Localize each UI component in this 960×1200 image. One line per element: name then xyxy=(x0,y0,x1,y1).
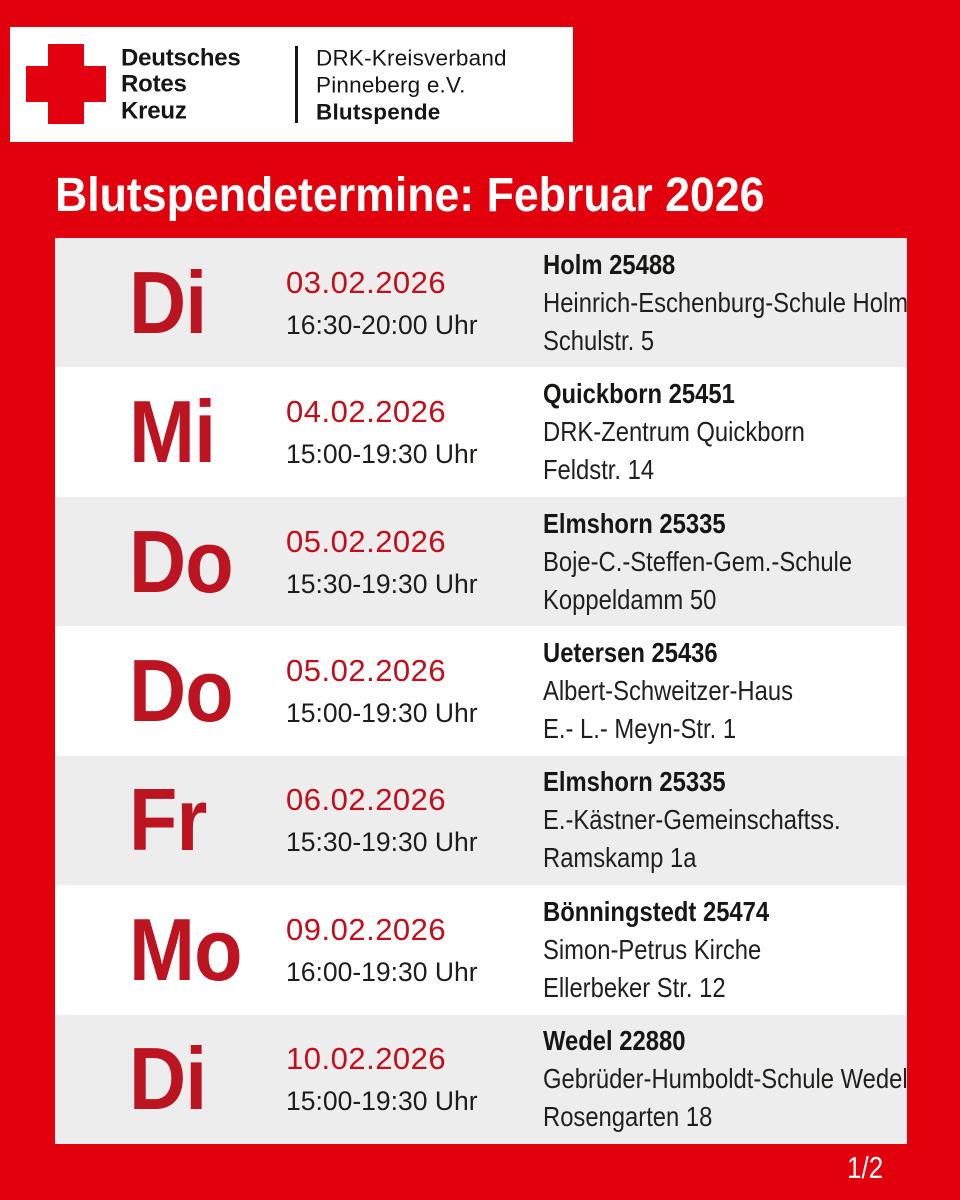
page-title: Blutspendetermine: Februar 2026 xyxy=(55,169,765,222)
date-time-block xyxy=(286,1041,478,1117)
day-abbreviation: Di xyxy=(129,1029,207,1129)
org-name xyxy=(316,44,507,125)
org-line-3: Blutspende xyxy=(316,99,441,124)
event-date: 03.02.2026 xyxy=(286,264,447,300)
event-street: Schulstr. 5 xyxy=(543,324,655,356)
event-street: E.- L.- Meyn-Str. 1 xyxy=(543,712,737,744)
event-city: Bönningstedt 25474 xyxy=(543,895,770,927)
event-time: 16:30-20:00 Uhr xyxy=(286,309,478,340)
logo-divider xyxy=(295,46,298,123)
event-venue: Boje-C.-Steffen-Gem.-Schule xyxy=(543,545,853,577)
event-venue: Albert-Schweitzer-Haus xyxy=(543,674,793,706)
event-date: 10.02.2026 xyxy=(286,1041,447,1077)
location-block xyxy=(543,505,852,619)
date-time-block xyxy=(286,912,478,988)
event-street: Koppeldamm 50 xyxy=(543,583,717,615)
event-venue: DRK-Zentrum Quickborn xyxy=(543,416,805,448)
date-time-block xyxy=(286,524,478,600)
event-time: 15:30-19:30 Uhr xyxy=(286,827,478,858)
day-abbreviation: Do xyxy=(129,640,233,740)
red-cross-icon xyxy=(26,44,106,124)
org-line-2: Pinneberg e.V. xyxy=(316,72,466,97)
event-date: 05.02.2026 xyxy=(286,652,447,688)
event-city: Quickborn 25451 xyxy=(543,378,735,410)
event-street: Ramskamp 1a xyxy=(543,842,697,874)
schedule-row xyxy=(55,885,907,1014)
brand-line-1: Deutsches xyxy=(121,43,241,71)
event-city: Wedel 22880 xyxy=(543,1025,686,1057)
location-block xyxy=(543,893,769,1007)
event-city: Elmshorn 25335 xyxy=(543,507,726,539)
event-city: Uetersen 25436 xyxy=(543,636,718,668)
schedule-row xyxy=(55,756,907,885)
event-street: Rosengarten 18 xyxy=(543,1101,713,1133)
event-street: Feldstr. 14 xyxy=(543,454,655,486)
org-line-1: DRK-Kreisverband xyxy=(316,45,507,70)
date-time-block xyxy=(286,394,478,470)
schedule-row xyxy=(55,1015,907,1144)
event-date: 09.02.2026 xyxy=(286,911,447,947)
event-time: 15:00-19:30 Uhr xyxy=(286,439,478,470)
brand-line-2: Rotes xyxy=(121,70,187,98)
schedule-row xyxy=(55,497,907,626)
location-block xyxy=(543,634,793,748)
event-date: 05.02.2026 xyxy=(286,523,447,559)
day-abbreviation: Di xyxy=(129,252,207,352)
event-venue: Heinrich-Eschenburg-Schule Holm xyxy=(543,286,909,318)
event-street: Ellerbeker Str. 12 xyxy=(543,971,726,1003)
event-venue: E.-Kästner-Gemeinschaftss. xyxy=(543,804,841,836)
schedule-row xyxy=(55,238,907,367)
page-indicator: 1/2 xyxy=(847,1150,884,1185)
day-abbreviation: Mo xyxy=(129,899,242,999)
event-time: 15:00-19:30 Uhr xyxy=(286,697,478,728)
event-city: Holm 25488 xyxy=(543,248,676,280)
location-block xyxy=(543,375,805,489)
event-time: 16:00-19:30 Uhr xyxy=(286,956,478,987)
brand-line-3: Kreuz xyxy=(121,96,187,124)
date-time-block xyxy=(286,782,478,858)
event-time: 15:00-19:30 Uhr xyxy=(286,1086,478,1117)
event-time: 15:30-19:30 Uhr xyxy=(286,568,478,599)
brand-name xyxy=(121,45,241,125)
day-abbreviation: Fr xyxy=(129,770,207,870)
schedule-card xyxy=(55,238,907,1144)
day-abbreviation: Do xyxy=(129,511,233,611)
location-block xyxy=(543,1022,908,1136)
event-date: 04.02.2026 xyxy=(286,394,447,430)
drk-logo-box xyxy=(10,27,573,142)
event-venue: Simon-Petrus Kirche xyxy=(543,933,762,965)
date-time-block xyxy=(286,653,478,729)
schedule-row xyxy=(55,626,907,755)
event-venue: Gebrüder-Humboldt-Schule Wedel xyxy=(543,1063,908,1095)
location-block xyxy=(543,763,841,877)
schedule-row xyxy=(55,367,907,496)
date-time-block xyxy=(286,265,478,341)
event-date: 06.02.2026 xyxy=(286,782,447,818)
location-block xyxy=(543,246,908,360)
event-city: Elmshorn 25335 xyxy=(543,766,726,798)
day-abbreviation: Mi xyxy=(129,382,216,482)
